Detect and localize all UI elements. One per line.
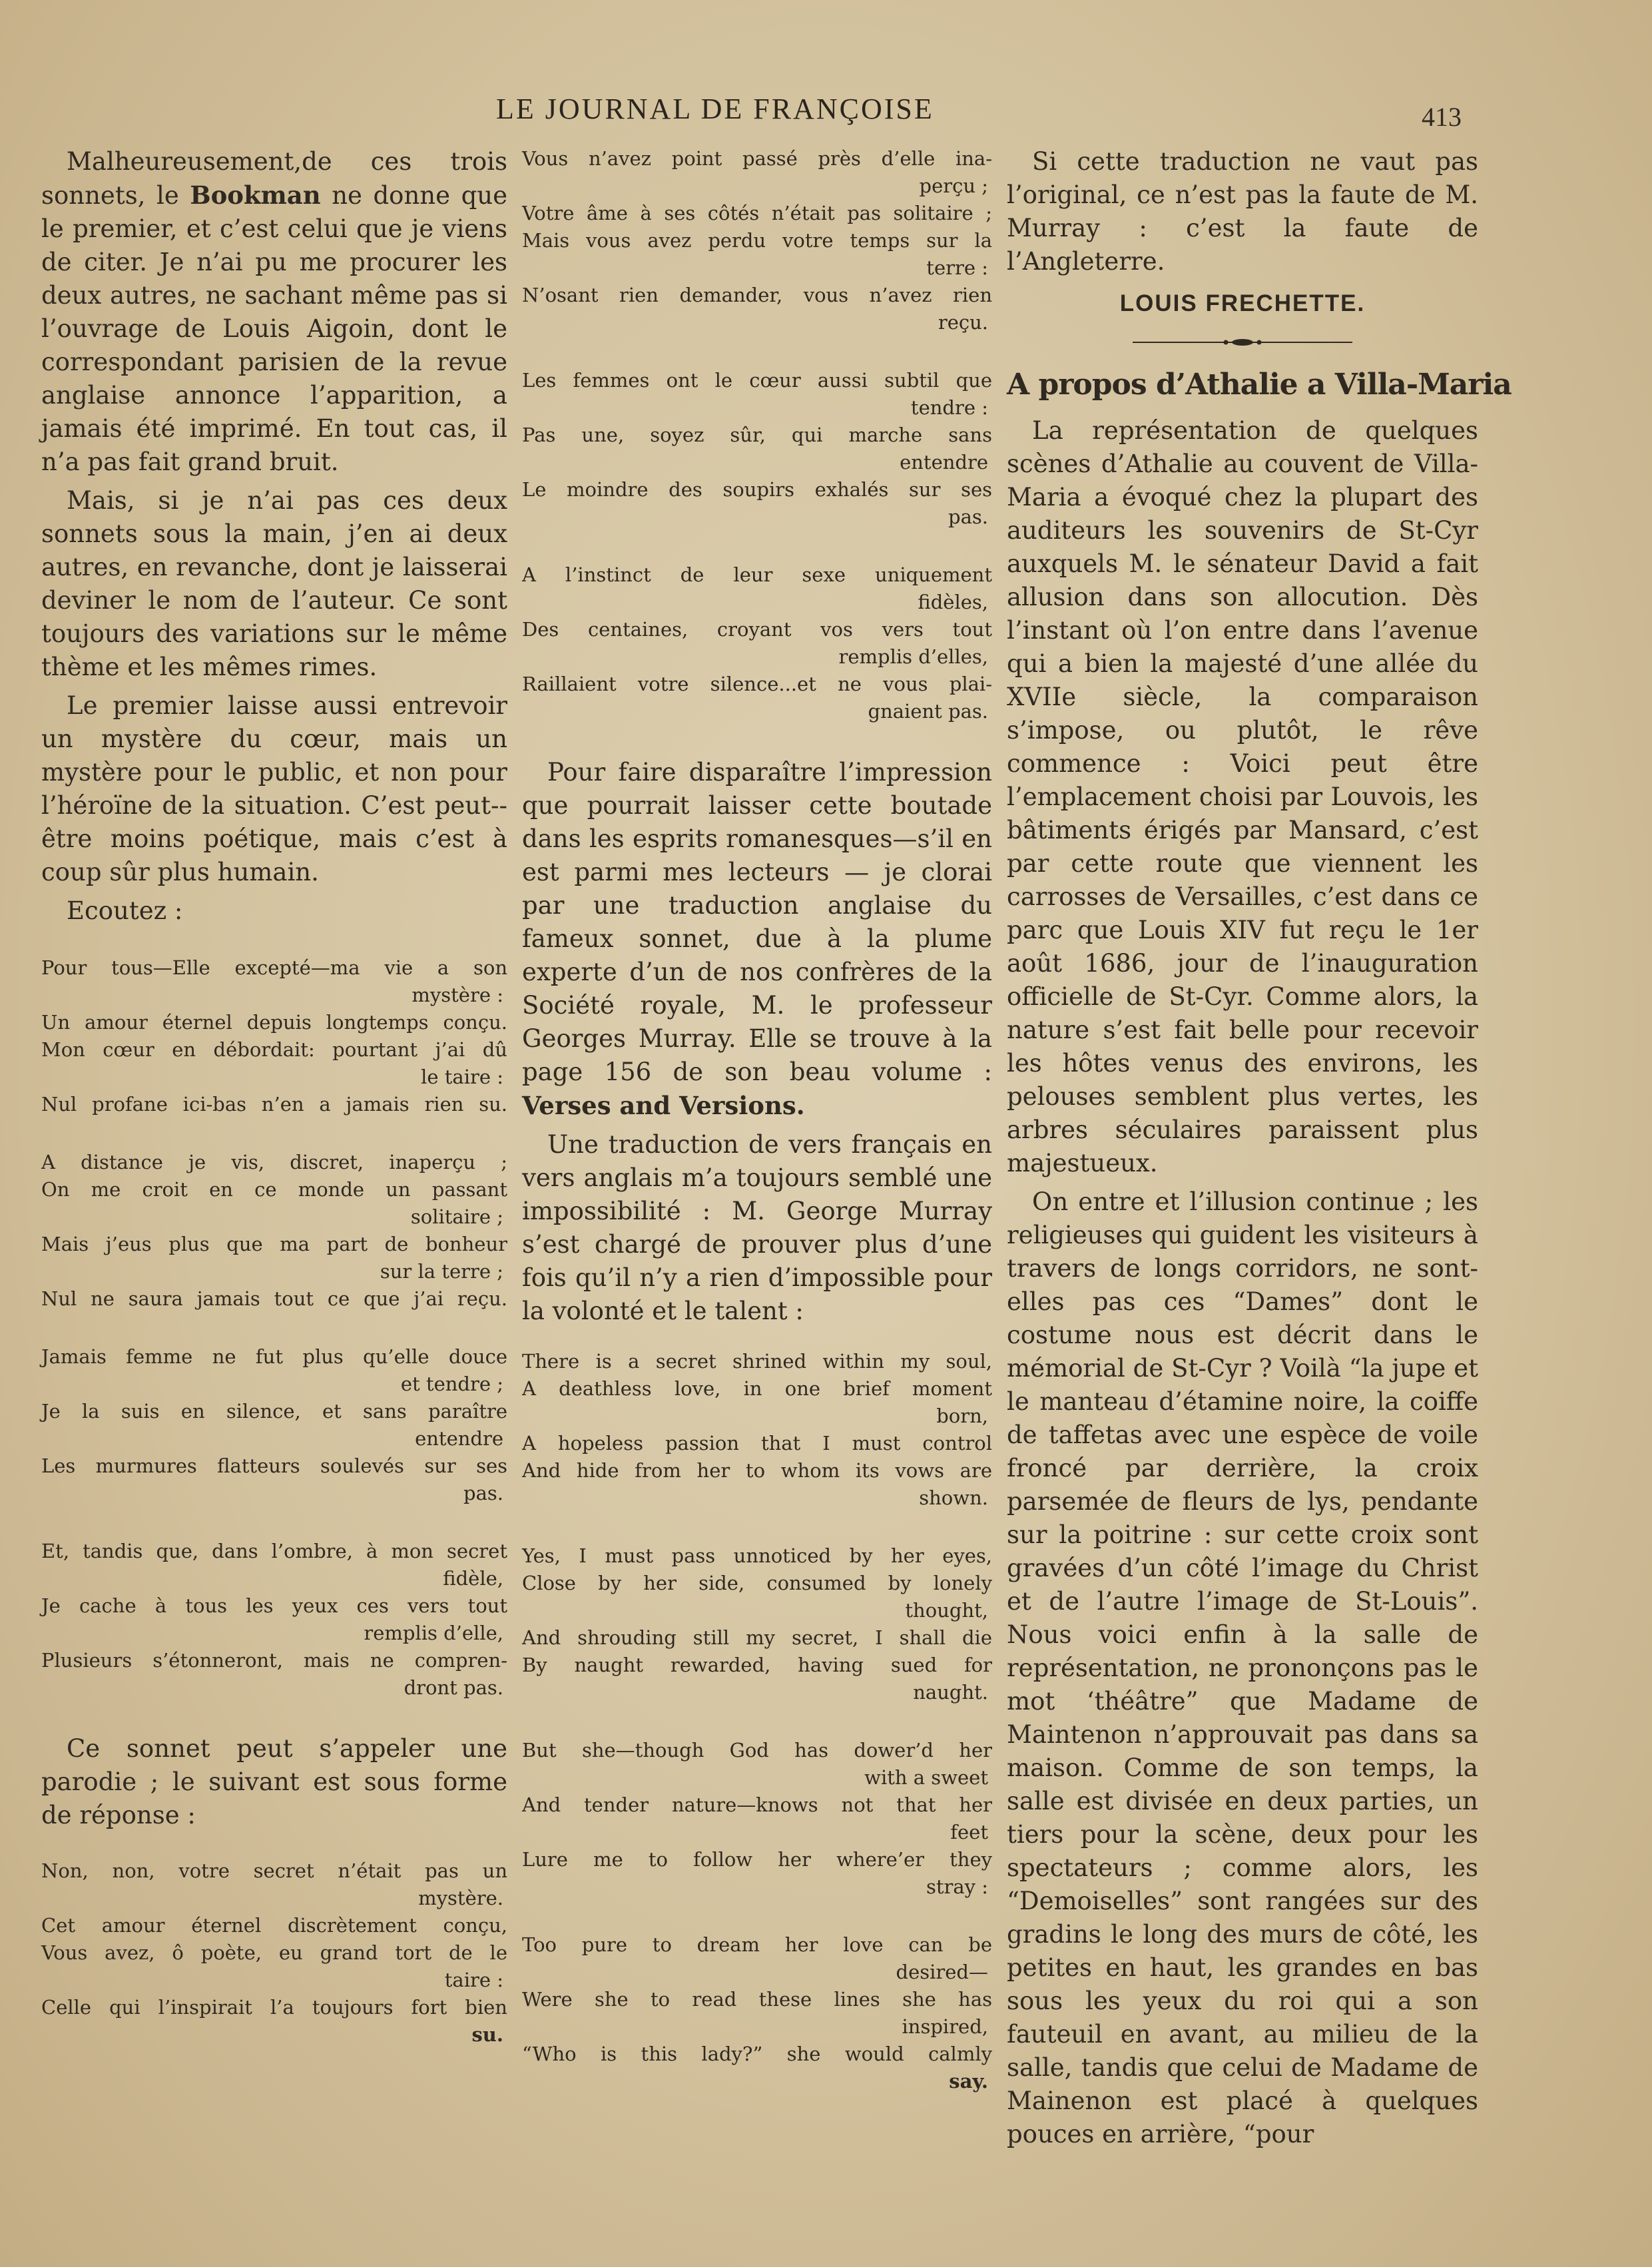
verse-line: And hide from her to whom its vows are [522, 1459, 992, 1482]
verse-line: Votre âme à ses côtés n’était pas solitaire ; [522, 202, 992, 224]
verse-line: Celle qui l’inspirait l’a toujours fort bien [41, 1996, 507, 2019]
book-title: Verses and Versions. [522, 1091, 805, 1120]
verse-continuation: inspired, [902, 2015, 988, 2038]
verse-continuation: desired— [896, 1961, 988, 1983]
poem-stanza [522, 561, 992, 725]
verse-continuation: remplis d’elle, [364, 1622, 503, 1644]
verse-line: “Who is this lady?” she would calmly [522, 2043, 992, 2065]
poem-stanza [41, 954, 507, 1118]
paragraph: Le premier laisse aussi entrevoir un mystère du cœur, mais un mystère pour le public, et non pour l’héroïne de la situation. C’est peut--être moins poétique, mais c’est à coup sûr plus humain. [41, 691, 507, 886]
article-heading: A propos d’Athalie a Villa-Maria [1007, 368, 1512, 402]
verse-continuation: tendre : [910, 396, 988, 419]
verse-line: Les murmures flatteurs soulevés sur ses [41, 1455, 507, 1477]
poem-stanza [41, 1149, 507, 1313]
verse-continuation: shown. [919, 1486, 988, 1509]
verse-line: And tender nature—knows not that her [522, 1793, 992, 1816]
ornamental-divider [1133, 336, 1352, 349]
verse-line: Mais j’eus plus que ma part de bonheur [41, 1233, 507, 1255]
verse-line: N’osant rien demander, vous n’avez rien [522, 284, 992, 306]
verse-line: Non, non, votre secret n’était pas un [41, 1859, 507, 1882]
verse-line: Je cache à tous les yeux ces vers tout [41, 1594, 507, 1617]
paragraph: Pour faire disparaître l’impression que pourrait laisser cette boutade dans les esprits romanesques—s’il en est parmi mes lecteurs — je clorai par une traduction anglaise du fameux sonnet, due à la plume experte d’un de nos confrères de la Société royale, M. le professeur Georges Murray. Elle se trouve à la page 156 de son beau volume : Verses and Versions. [522, 758, 992, 1120]
verse-line: There is a secret shrined within my soul, [522, 1350, 992, 1373]
verse-continuation: fidèle, [443, 1567, 503, 1590]
poem-stanza [522, 1931, 992, 2095]
verse-line: Nul profane ici-bas n’en a jamais rien su. [41, 1093, 507, 1116]
verse-continuation: gnaient pas. [868, 700, 988, 723]
paragraph: Une traduction de vers français en vers anglais m’a toujours semblé une impossibilité : M. George Murray s’est chargé de prouver plus d’une fois qu’il n’y a rien d’impossible pour la volonté et le talent : [522, 1130, 992, 1325]
poem-stanza [41, 1343, 507, 1507]
paragraph: Ce sonnet peut s’appeler une parodie ; le suivant est sous forme de réponse : [41, 1734, 507, 1829]
poem-stanza [522, 1737, 992, 1901]
verse-line: A hopeless passion that I must control [522, 1432, 992, 1455]
verse-continuation: perçu ; [919, 174, 988, 197]
paragraph: Si cette traduction ne vaut pas l’original, ce n’est pas la faute de M. Murray : c’est la faute de l’Angleterre. [1007, 147, 1478, 276]
verse-line: A l’instinct de leur sexe uniquement [522, 563, 992, 586]
verse-continuation: solitaire ; [410, 1205, 503, 1228]
bookman-title: Bookman [190, 180, 321, 210]
column-middle [522, 145, 992, 2126]
verse-line: Lure me to follow her where’er they [522, 1848, 992, 1871]
verse-continuation: le taire : [421, 1066, 503, 1088]
verse-line: Raillaient votre silence...et ne vous plai- [522, 673, 992, 695]
verse-continuation: et tendre ; [400, 1373, 503, 1395]
poem-stanza [41, 1538, 507, 1702]
verse-line: Des centaines, croyant vos vers tout [522, 618, 992, 641]
verse-line: A deathless love, in one brief moment [522, 1377, 992, 1400]
verse-continuation: fidèles, [918, 591, 988, 613]
verse-line: And shrouding still my secret, I shall die [522, 1626, 992, 1649]
paragraph: Malheureusement,de ces trois sonnets, le Bookman ne donne que le premier, et c’est celui que je viens de citer. Je n’ai pu me procurer les deux autres, ne sachant même pas si l’ouvrage de Louis Aigoin, dont le correspondant parisien de la revue anglaise annonce l’apparition, a jamais été imprimé. En tout cas, il n’a pas fait grand bruit. [41, 147, 507, 476]
verse-continuation: entendre [415, 1427, 503, 1450]
verse-line: But she—though God has dower’d her [522, 1739, 992, 1762]
verse-line: Yes, I must pass unnoticed by her eyes, [522, 1544, 992, 1567]
verse-continuation: with a sweet [864, 1766, 988, 1789]
paragraph: Mais, si je n’ai pas ces deux sonnets sous la main, j’en ai deux autres, en revanche, dont je laisserai deviner le nom de l’auteur. Ce sont toujours des variations sur le même thème et les mêmes rimes. [41, 486, 507, 681]
verse-line: Les femmes ont le cœur aussi subtil que [522, 369, 992, 392]
verse-continuation: stray : [926, 1875, 988, 1898]
verse-continuation: feet [950, 1821, 988, 1843]
column-right [1007, 145, 1512, 2156]
column-left [41, 145, 507, 2079]
poem-stanza [522, 1348, 992, 1512]
author-signature: LOUIS FRECHETTE. [1119, 290, 1366, 316]
verse-continuation: taire : [444, 1969, 503, 1991]
verse-line: A distance je vis, discret, inaperçu ; [41, 1151, 507, 1173]
verse-continuation: thought, [905, 1599, 988, 1622]
verse-line: Vous n’avez point passé près d’elle ina- [522, 147, 992, 170]
verse-continuation: terre : [926, 256, 988, 279]
verse-line: Mon cœur en débordait: pourtant j’ai dû [41, 1038, 507, 1061]
verse-continuation: say. [949, 2070, 988, 2093]
paragraph: La représentation de quelques scènes d’Athalie au couvent de Villa-Maria a évoqué chez la plupart des auditeurs les souvenirs de St-Cyr auxquels M. le sénateur David a fait allusion dans son allocution. Dès l’instant où l’on entre dans l’avenue qui a bien la majesté d’une allée du XVIIe siècle, la comparaison s’impose, ou plutôt, le rêve commence : Voici peut être l’emplacement choisi par Louvois, les bâtiments érigés par Mansard, c’est par cette route que viennent les carrosses de Versailles, c’est dans ce parc que Louis XIV fut reçu le 1er août 1686, jour de l’inauguration officielle de St-Cyr. Comme alors, la nature s’est fait belle pour recevoir les hôtes venus des environs, les pelouses semblent plus vertes, les arbres séculaires paraissent plus majestueux. [1007, 416, 1478, 1177]
verse-line: Nul ne saura jamais tout ce que j’ai reçu. [41, 1287, 507, 1310]
verse-line: Un amour éternel depuis longtemps conçu. [41, 1011, 507, 1034]
verse-line: Mais vous avez perdu votre temps sur la [522, 229, 992, 252]
verse-line: Pour tous—Elle excepté—ma vie a son [41, 956, 507, 979]
verse-line: Plusieurs s’étonneront, mais ne compren- [41, 1649, 507, 1672]
verse-continuation: naught. [913, 1681, 988, 1704]
verse-continuation: reçu. [938, 311, 988, 334]
verse-continuation: remplis d’elles, [838, 645, 988, 668]
poem-stanza [41, 1857, 507, 2049]
page-number: 413 [1422, 102, 1462, 132]
poem-stanza [522, 145, 992, 336]
verse-continuation: mystère : [412, 984, 503, 1006]
verse-continuation: entendre [900, 451, 988, 474]
verse-continuation: dront pas. [404, 1676, 503, 1699]
verse-line: Pas une, soyez sûr, qui marche sans [522, 424, 992, 446]
poem-stanza [522, 1542, 992, 1706]
verse-line: Too pure to dream her love can be [522, 1933, 992, 1956]
poem-stanza [522, 367, 992, 531]
verse-continuation: sur la terre ; [380, 1260, 503, 1283]
journal-title: LE JOURNAL DE FRANÇOISE [496, 93, 934, 125]
verse-line: Je la suis en silence, et sans paraître [41, 1400, 507, 1423]
verse-continuation: pas. [463, 1482, 503, 1504]
verse-line: Le moindre des soupirs exhalés sur ses [522, 478, 992, 501]
ecoutez-line: Ecoutez : [67, 896, 183, 925]
paragraph: On entre et l’illusion continue ; les religieuses qui guident les visiteurs à travers de longs corridors, ne sont-elles pas ces “Dames” dont le costume nous est décrit dans le mémorial de St-Cyr ? Voilà “la jupe et le manteau d’étamine noire, la coiffe de taffetas avec une espèce de voile froncé par derrière, la croix parsemée de fleurs de lys, pendante sur la poitrine : sur cette croix sont gravées d’un côté l’image du Christ et de l’autre l’image de St-Louis”. Nous voici enfin à la salle de représentation, ne prononçons pas le mot ‘théâtre” que Madame de Maintenon n’approuvait pas dans sa maison. Comme de son temps, la salle est divisée en deux parties, un tiers pour la scène, deux pour les spectateurs ; comme alors, les “Demoiselles” sont rangées sur des gradins le long des murs de côté, les petites en haut, les grandes en bas sous les yeux du roi qui a son fauteuil en avant, au milieu de la salle, tandis que celui de Madame de Mainenon est placé à quelques pouces en arrière, “pour [1007, 1187, 1478, 2148]
verse-continuation: mystère. [418, 1887, 503, 1909]
verse-line: Vous avez, ô poète, eu grand tort de le [41, 1941, 507, 1964]
verse-line: Cet amour éternel discrètement conçu, [41, 1914, 507, 1937]
verse-line: Were she to read these lines she has [522, 1988, 992, 2011]
verse-line: By naught rewarded, having sued for [522, 1654, 992, 1676]
verse-line: Close by her side, consumed by lonely [522, 1572, 992, 1594]
verse-continuation: pas. [948, 505, 988, 528]
verse-line: Jamais femme ne fut plus qu’elle douce [41, 1345, 507, 1368]
verse-line: Et, tandis que, dans l’ombre, à mon secret [41, 1540, 507, 1562]
verse-continuation: su. [471, 2023, 503, 2046]
verse-line: On me croit en ce monde un passant [41, 1178, 507, 1201]
verse-continuation: born, [936, 1405, 988, 1427]
